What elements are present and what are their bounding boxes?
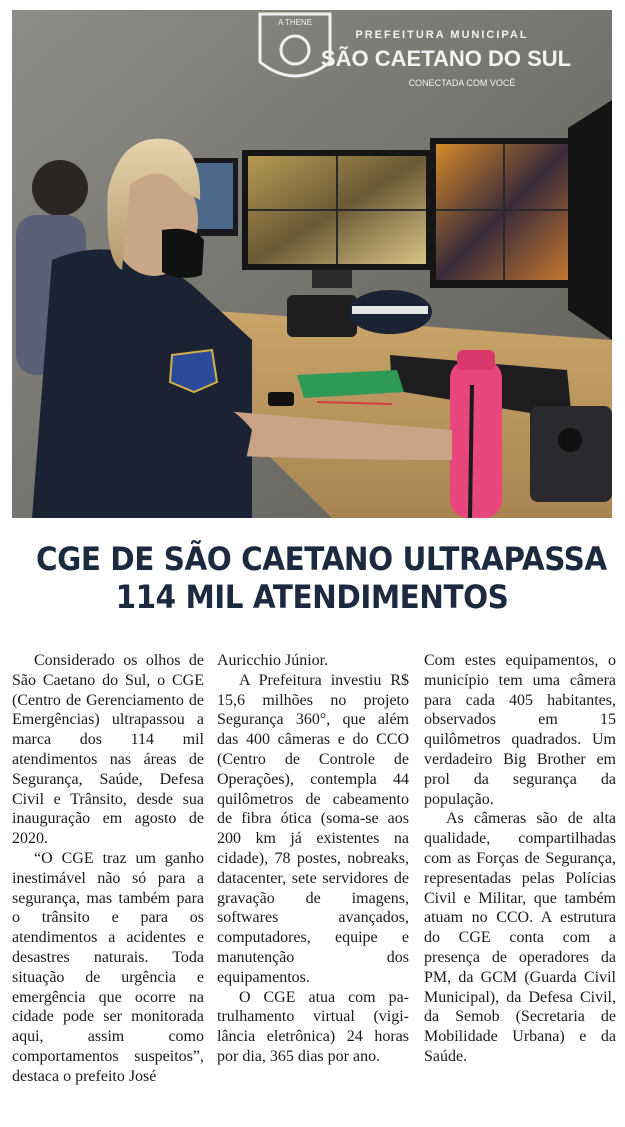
headline-line1: CGE DE SÃO CAETANO ULTRAPASSA: [36, 540, 607, 578]
paragraph: O CGE atua com patrulhamento virtual (vigilância eletrônica) 24 horas por dia, 365 dias por ano.: [217, 988, 409, 1065]
paragraph: As câmeras são de alta qualidade, compartilhadas com as Forças de Segurança, representadas pelas Polícias Civil e Militar, que também atuam no CCO. A estrutura do CGE conta com a presença de operadores da PM, da GCM (Guarda Civil Municipal), da Defesa Civil, da Semob (Secretaria de Mobilidade Urbana) e da Saúde.: [424, 810, 616, 1065]
pink-water-bottle: [450, 350, 502, 518]
paragraph: Considerado os olhos de São Caetano do Sul, o CGE (Centro de Gerenciamento de Emergências) ultrapassou a marca dos 114 mil atendimentos nas áreas de Segurança, Saúde, Defesa Civil e Trânsito, desde sua inauguração em agosto de 2020.: [12, 652, 204, 848]
wall-sign-line3: CONECTADA COM VOCÊ: [408, 78, 516, 88]
desk-phone-icon: [287, 295, 357, 337]
monitor-left: [242, 150, 432, 288]
paragraph-continuation: Auricchio Júnior.: [217, 652, 329, 669]
uniform-patch-icon: [170, 350, 217, 392]
article-column-3: [424, 651, 616, 1067]
seal-text: A THENE: [277, 18, 313, 27]
article-body: [12, 651, 616, 1123]
joystick-panel: [530, 406, 612, 502]
headline-line2: 114 MIL ATENDIMENTOS: [115, 578, 509, 616]
headline: [36, 540, 607, 616]
paragraph: A Prefeitura investiu R$ 15,6 milhões no projeto Segurança 360°, que além das 400 câmeras e do CCO (Centro de Controle de Operações), contempla 44 quilômetros de cabeamento de fibra ótica (soma-se aos 200 km já existentes na cidade), 78 postes, nobreaks, datacenter, sete servidores de gravação de imagens, softwares avançados, computadores, equipe e manutenção dos equipamentos.: [217, 671, 409, 986]
wristwatch-icon: [268, 392, 294, 406]
paragraph: “O CGE traz um ganho inestimável não só para a segurança, mas também para o trânsito e para os atendimentos a acidentes e desastres naturais. Toda situação de urgência e emergência que ocorre na cidade pode ser monitorada aqui, assim como comportamentos suspeitos”, destaca o prefeito José: [12, 849, 204, 1085]
monitor-right: [430, 138, 578, 288]
wall-sign-line2: SÃO CAETANO DO SUL: [320, 46, 572, 71]
article-column-2: [217, 651, 409, 1067]
paragraph-continuation: Com estes equipamentos, o município tem uma câmera para cada 405 habitantes, observados em 15 quilômetros quadrados. Um verdadeiro Big Brother em prol da segurança da população.: [424, 652, 616, 808]
article-photo: [12, 10, 612, 518]
article-column-1: [12, 651, 204, 1087]
wall-sign-line1: PREFEITURA MUNICIPAL: [355, 29, 529, 41]
